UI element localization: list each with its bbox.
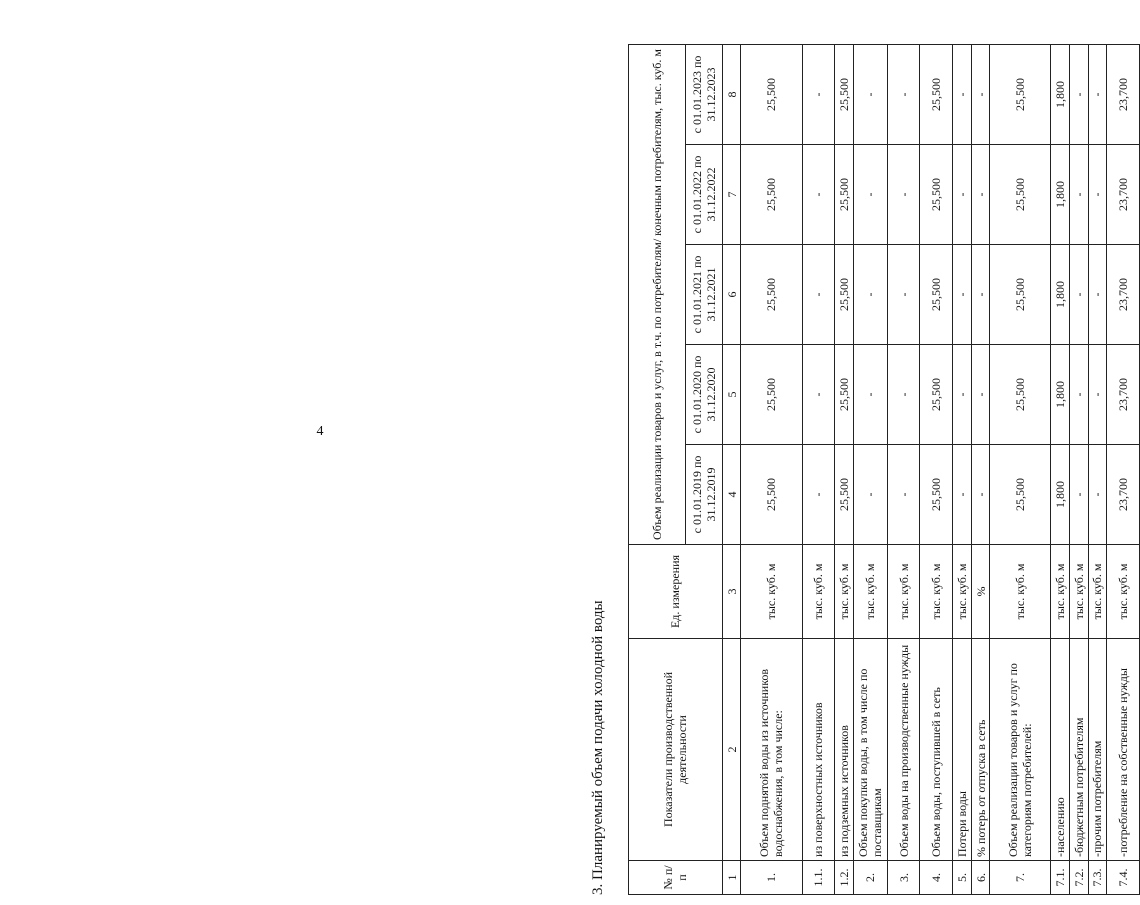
table-row <box>990 44 1051 894</box>
header-period: с 01.01.2020 по 31.12.2020 <box>685 345 722 445</box>
table-row <box>853 44 887 894</box>
row-value: 1,800 <box>1051 44 1070 144</box>
column-number: 5 <box>722 345 741 445</box>
row-unit: тыс. куб. м <box>835 545 854 639</box>
row-value: 25,500 <box>990 145 1051 245</box>
row-value: - <box>853 445 887 545</box>
row-unit: тыс. куб. м <box>1107 545 1140 639</box>
row-value: - <box>1088 245 1107 345</box>
row-value: 25,500 <box>835 445 854 545</box>
row-value: 23,700 <box>1107 445 1140 545</box>
volume-table <box>628 45 1140 895</box>
row-indicator: из поверхностных источников <box>802 639 835 861</box>
column-number: 7 <box>722 145 741 245</box>
table-row <box>1107 44 1140 894</box>
row-value: - <box>1069 145 1088 245</box>
row-value: - <box>802 445 835 545</box>
row-value: - <box>887 245 920 345</box>
column-number: 8 <box>722 44 741 144</box>
row-value: - <box>1088 44 1107 144</box>
row-value: - <box>887 445 920 545</box>
row-value: 25,500 <box>741 245 802 345</box>
row-value: - <box>853 245 887 345</box>
row-indicator: Объем поднятой воды из источников водоснабжения, в том числе: <box>741 639 802 861</box>
row-value: - <box>971 445 990 545</box>
page-number: 4 <box>316 424 324 439</box>
row-value: - <box>953 445 972 545</box>
row-value: - <box>953 345 972 445</box>
row-value: - <box>853 145 887 245</box>
row-value: 25,500 <box>990 44 1051 144</box>
row-value: 25,500 <box>835 145 854 245</box>
row-value: 1,800 <box>1051 445 1070 545</box>
row-value: 25,500 <box>741 145 802 245</box>
row-unit: тыс. куб. м <box>853 545 887 639</box>
row-value: 25,500 <box>990 345 1051 445</box>
row-unit: тыс. куб. м <box>741 545 802 639</box>
row-unit: тыс. куб. м <box>887 545 920 639</box>
row-number: 7.1. <box>1051 861 1070 895</box>
table-row <box>1051 44 1070 894</box>
row-value: - <box>1088 445 1107 545</box>
row-value: - <box>971 44 990 144</box>
row-value: 25,500 <box>920 245 953 345</box>
row-unit: тыс. куб. м <box>920 545 953 639</box>
row-number: 4. <box>920 861 953 895</box>
row-value: 25,500 <box>990 445 1051 545</box>
row-unit: тыс. куб. м <box>953 545 972 639</box>
table-row <box>802 44 835 894</box>
row-value: 25,500 <box>835 245 854 345</box>
column-number: 2 <box>722 639 741 861</box>
header-period: с 01.01.2021 по 31.12.2021 <box>685 245 722 345</box>
row-number: 3. <box>887 861 920 895</box>
row-number: 5. <box>953 861 972 895</box>
row-number: 2. <box>853 861 887 895</box>
table-row <box>835 44 854 894</box>
row-indicator: Объем покупки воды, в том числе по поставщикам <box>853 639 887 861</box>
row-indicator: Объем воды на производственные нужды <box>887 639 920 861</box>
header-no: № п/п <box>629 861 723 895</box>
rotated-page <box>590 45 1140 895</box>
row-value: - <box>971 145 990 245</box>
header-indicator: Показатели производственной деятельности <box>629 639 723 861</box>
table-row <box>1069 44 1088 894</box>
row-unit: тыс. куб. м <box>990 545 1051 639</box>
row-number: 1. <box>741 861 802 895</box>
row-value: 1,800 <box>1051 345 1070 445</box>
row-value: 25,500 <box>835 345 854 445</box>
row-value: - <box>1088 145 1107 245</box>
column-number: 1 <box>722 861 741 895</box>
row-value: 25,500 <box>920 345 953 445</box>
table-row <box>887 44 920 894</box>
table-row <box>741 44 802 894</box>
row-indicator: Объем воды, поступившей в сеть <box>920 639 953 861</box>
row-value: 25,500 <box>920 145 953 245</box>
row-value: 23,700 <box>1107 245 1140 345</box>
row-value: - <box>953 245 972 345</box>
row-indicator: -бюджетным потребителям <box>1069 639 1088 861</box>
table-row <box>971 44 990 894</box>
row-value: 23,700 <box>1107 145 1140 245</box>
row-value: - <box>802 44 835 144</box>
row-value: 23,700 <box>1107 44 1140 144</box>
row-unit: тыс. куб. м <box>1088 545 1107 639</box>
row-value: 25,500 <box>835 44 854 144</box>
row-value: 25,500 <box>990 245 1051 345</box>
row-value: 25,500 <box>920 445 953 545</box>
row-value: - <box>1069 345 1088 445</box>
row-value: 23,700 <box>1107 345 1140 445</box>
row-value: - <box>802 345 835 445</box>
row-value: - <box>971 245 990 345</box>
row-unit: тыс. куб. м <box>1069 545 1088 639</box>
row-unit: тыс. куб. м <box>802 545 835 639</box>
row-value: - <box>802 145 835 245</box>
row-indicator: -населению <box>1051 639 1070 861</box>
row-value: - <box>953 44 972 144</box>
row-number: 7.4. <box>1107 861 1140 895</box>
row-value: 25,500 <box>741 345 802 445</box>
row-indicator: % потерь от отпуска в сеть <box>971 639 990 861</box>
table-row <box>920 44 953 894</box>
row-value: - <box>1069 245 1088 345</box>
row-value: - <box>853 44 887 144</box>
row-indicator: Потери воды <box>953 639 972 861</box>
row-value: - <box>802 245 835 345</box>
row-value: - <box>887 345 920 445</box>
row-value: - <box>1088 345 1107 445</box>
header-unit: Ед. измерения <box>629 545 723 639</box>
row-number: 7. <box>990 861 1051 895</box>
row-indicator: из подземных источников <box>835 639 854 861</box>
section-title: 3. Планируемый объем подачи холодной воды <box>590 600 606 895</box>
row-indicator: Объем реализации товаров и услуг по категориям потребителей: <box>990 639 1051 861</box>
row-unit: % <box>971 545 990 639</box>
table-row <box>1088 44 1107 894</box>
row-number: 6. <box>971 861 990 895</box>
row-value: - <box>1069 44 1088 144</box>
header-group: Объем реализации товаров и услуг, в т.ч. по потребителям/ конечным потребителям, тыс. куб. м <box>629 44 686 544</box>
row-indicator: -прочим потребителям <box>1088 639 1107 861</box>
row-value: - <box>953 145 972 245</box>
header-period: с 01.01.2019 по 31.12.2019 <box>685 445 722 545</box>
row-value: - <box>887 145 920 245</box>
row-indicator: -потребление на собственные нужды <box>1107 639 1140 861</box>
row-value: - <box>1069 445 1088 545</box>
row-value: 25,500 <box>741 445 802 545</box>
column-number: 6 <box>722 245 741 345</box>
row-unit: тыс. куб. м <box>1051 545 1070 639</box>
row-number: 7.2. <box>1069 861 1088 895</box>
table-row <box>953 44 972 894</box>
row-value: 25,500 <box>920 44 953 144</box>
column-number: 3 <box>722 545 741 639</box>
header-period: с 01.01.2022 по 31.12.2022 <box>685 145 722 245</box>
header-period: с 01.01.2023 по 31.12.2023 <box>685 44 722 144</box>
column-number: 4 <box>722 445 741 545</box>
row-number: 7.3. <box>1088 861 1107 895</box>
row-value: 25,500 <box>741 44 802 144</box>
row-value: 1,800 <box>1051 145 1070 245</box>
row-number: 1.2. <box>835 861 854 895</box>
row-value: - <box>853 345 887 445</box>
row-value: 1,800 <box>1051 245 1070 345</box>
row-number: 1.1. <box>802 861 835 895</box>
row-value: - <box>887 44 920 144</box>
row-value: - <box>971 345 990 445</box>
